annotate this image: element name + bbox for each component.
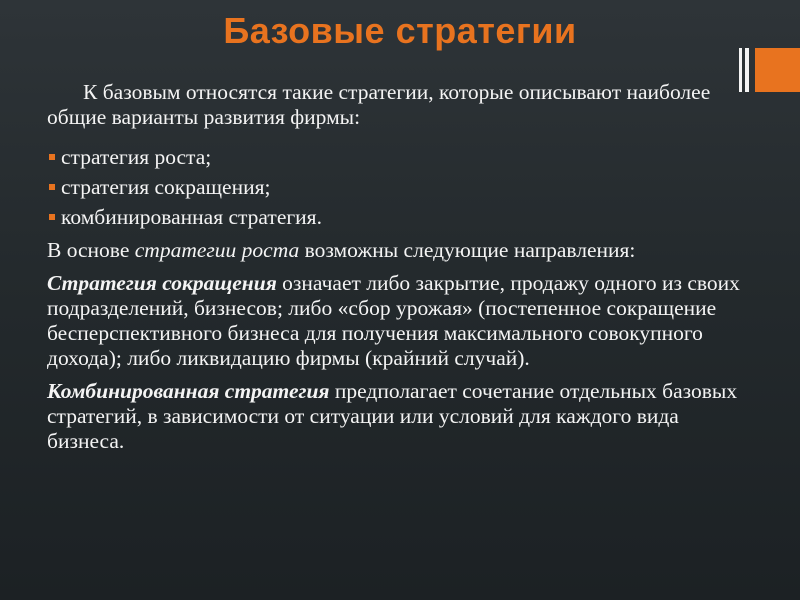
slide-body [47,80,747,454]
growth-term: стратегии роста [134,238,300,262]
intro-text: К базовым относятся такие стратегии, которые описывают наиболее общие варианты развития фирмы: [47,80,711,129]
list-item [47,202,747,232]
accent-block [755,48,800,92]
list-item-text: комбинированная стратегия. [61,205,322,229]
reduction-paragraph [47,271,747,371]
combined-term: Комбинированная стратегия [47,379,330,403]
square-bullet-icon [49,214,55,220]
reduction-text: означает либо закрытие, продажу одного из своих подразделений, бизнесов; либо «сбор урожая» (постепенное сокращение бесперспективного бизнеса для получения максимального совокупного дохода); либо ликвидацию фирмы (крайний случай). [47,271,740,370]
growth-text-after: возможны следующие направления: [299,238,636,262]
combined-paragraph [47,379,747,454]
combined-text: предполагает сочетание отдельных базовых стратегий, в зависимости от ситуации или условий для каждого вида бизнеса. [47,379,738,453]
list-item [47,172,747,202]
square-bullet-icon [49,154,55,160]
strategy-list [47,142,747,232]
growth-text-before: В основе [47,238,135,262]
list-item [47,142,747,172]
list-item-text: стратегия роста; [61,145,212,169]
square-bullet-icon [49,184,55,190]
reduction-term: Стратегия сокращения [47,271,277,295]
slide-title: Базовые стратегии [223,10,577,51]
growth-paragraph [47,238,747,263]
intro-paragraph [47,80,747,130]
list-item-text: стратегия сокращения; [61,175,271,199]
